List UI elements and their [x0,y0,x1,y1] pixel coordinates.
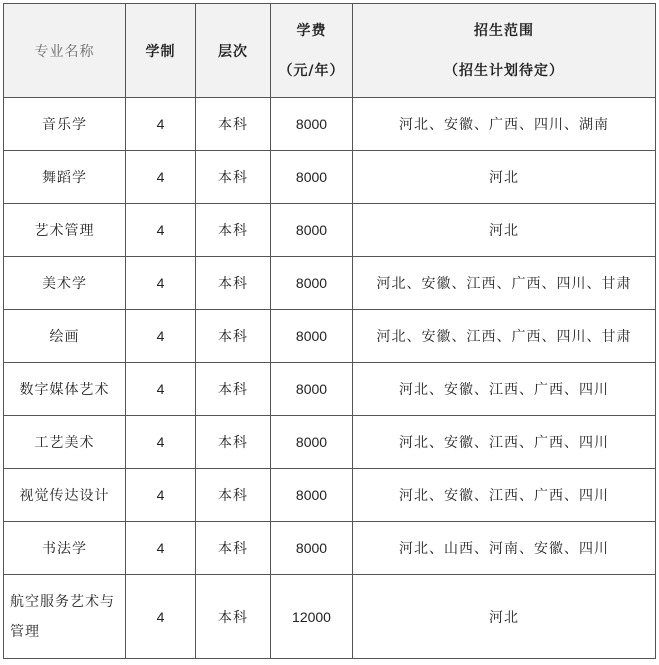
header-scope-line2: （招生计划待定） [444,62,564,79]
cell-level: 本科 [196,363,271,416]
table-row [4,522,656,575]
cell-duration: 4 [126,575,196,659]
cell-duration: 4 [126,257,196,310]
cell-major-text: 航空服务艺术与管理 [10,593,115,640]
cell-level: 本科 [196,98,271,151]
header-level: 层次 [196,4,271,98]
cell-tuition: 8000 [271,363,353,416]
cell-tuition: 8000 [271,98,353,151]
cell-major: 美术学 [4,257,126,310]
cell-scope: 河北、安徽、江西、广西、四川 [353,363,656,416]
cell-duration: 4 [126,204,196,257]
cell-major: 视觉传达设计 [4,469,126,522]
table-row [4,416,656,469]
table-row [4,363,656,416]
cell-level: 本科 [196,469,271,522]
header-duration: 学制 [126,4,196,98]
cell-duration: 4 [126,416,196,469]
cell-tuition: 8000 [271,416,353,469]
cell-level: 本科 [196,522,271,575]
cell-duration: 4 [126,151,196,204]
table-row [4,204,656,257]
cell-tuition: 8000 [271,522,353,575]
cell-level: 本科 [196,416,271,469]
cell-scope: 河北 [353,151,656,204]
cell-major: 工艺美术 [4,416,126,469]
cell-major: 数字媒体艺术 [4,363,126,416]
cell-major [4,575,126,659]
header-tuition-line1: 学费 [296,22,327,39]
cell-tuition: 8000 [271,469,353,522]
cell-tuition: 8000 [271,204,353,257]
cell-scope: 河北、安徽、江西、广西、四川、甘肃 [353,257,656,310]
header-scope-line1: 招生范围 [474,22,534,39]
cell-major: 艺术管理 [4,204,126,257]
cell-major: 书法学 [4,522,126,575]
header-scope [353,4,656,98]
table-row [4,310,656,363]
table-row [4,575,656,659]
cell-major: 舞蹈学 [4,151,126,204]
cell-level: 本科 [196,310,271,363]
cell-duration: 4 [126,98,196,151]
header-tuition [271,4,353,98]
table-row [4,469,656,522]
cell-level: 本科 [196,151,271,204]
header-tuition-line2: （元/年） [278,62,345,79]
cell-scope: 河北 [353,204,656,257]
cell-tuition: 8000 [271,257,353,310]
cell-scope: 河北、安徽、江西、广西、四川、甘肃 [353,310,656,363]
cell-duration: 4 [126,363,196,416]
cell-scope: 河北、安徽、江西、广西、四川 [353,469,656,522]
cell-duration: 4 [126,310,196,363]
cell-scope: 河北、安徽、江西、广西、四川 [353,416,656,469]
cell-level: 本科 [196,575,271,659]
cell-tuition: 8000 [271,310,353,363]
cell-major: 绘画 [4,310,126,363]
cell-scope: 河北、山西、河南、安徽、四川 [353,522,656,575]
cell-scope: 河北 [353,575,656,659]
cell-level: 本科 [196,204,271,257]
cell-level: 本科 [196,257,271,310]
cell-tuition: 12000 [271,575,353,659]
cell-major: 音乐学 [4,98,126,151]
header-row [4,4,656,98]
cell-tuition: 8000 [271,151,353,204]
enrollment-table [3,3,656,659]
header-major: 专业名称 [4,4,126,98]
table-row [4,257,656,310]
cell-duration: 4 [126,522,196,575]
cell-duration: 4 [126,469,196,522]
cell-scope: 河北、安徽、广西、四川、湖南 [353,98,656,151]
table-row [4,98,656,151]
table-row [4,151,656,204]
